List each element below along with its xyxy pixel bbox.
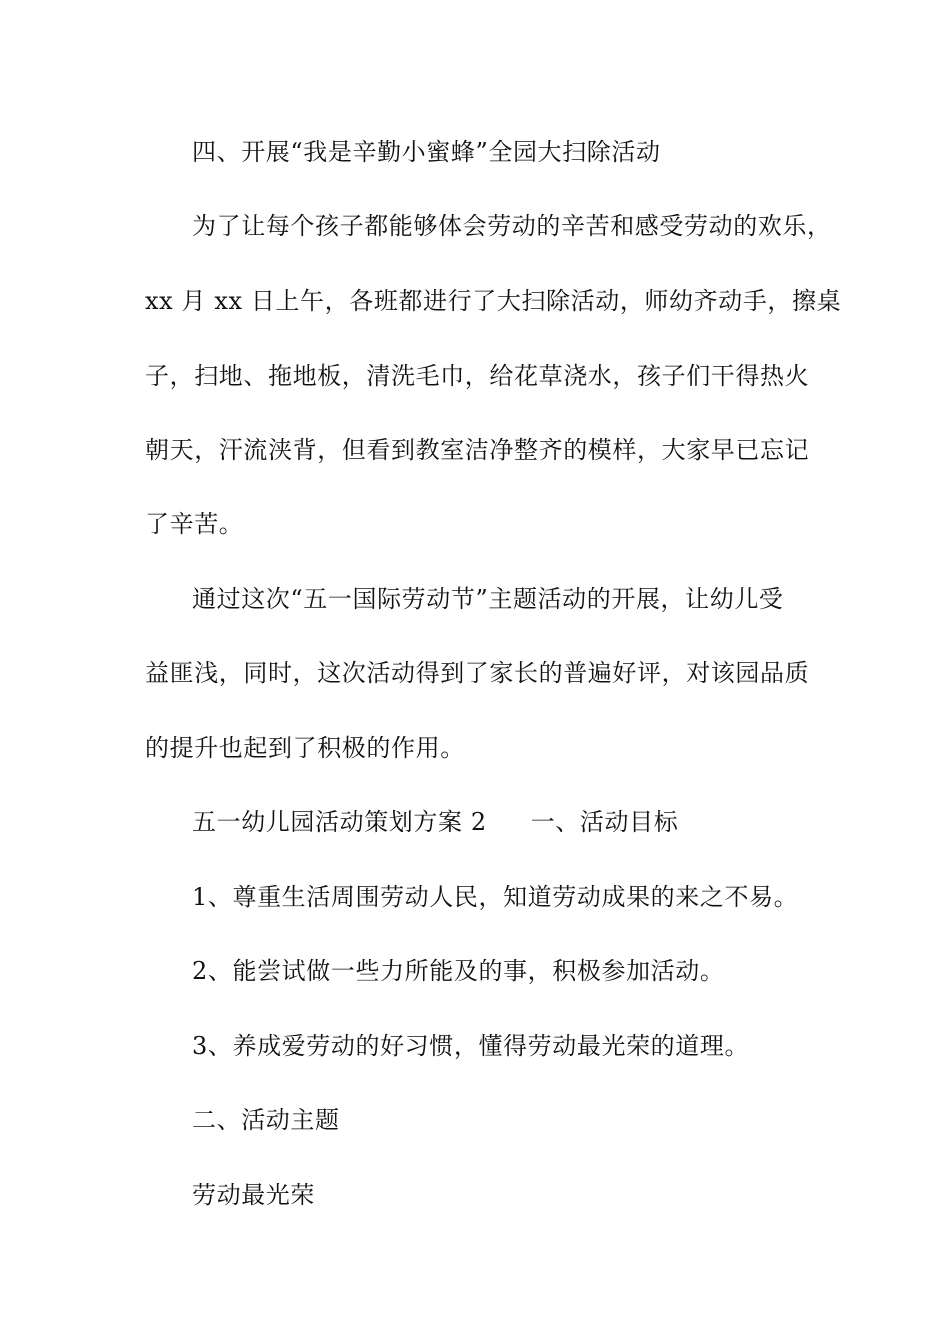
goal-item: 1、尊重生活周围劳动人民，知道劳动成果的来之不易。 [192, 883, 799, 911]
plan-title-line [192, 806, 892, 838]
theme-heading: 二、活动主题 [192, 1106, 340, 1134]
paragraph-line: 了辛苦。 [145, 510, 244, 538]
plan-title: 五一幼儿园活动策划方案 2 [192, 808, 487, 836]
paragraph-line: xx 月 xx 日上午，各班都进行了大扫除活动，师幼齐动手，擦桌 [145, 287, 842, 315]
section-heading: 四、开展“我是辛勤小蜜蜂”全园大扫除活动 [192, 138, 661, 166]
goal-item: 3、养成爱劳动的好习惯，懂得劳动最光荣的道理。 [192, 1032, 750, 1060]
theme-text: 劳动最光荣 [192, 1181, 315, 1209]
goals-heading: 一、活动目标 [530, 808, 679, 836]
paragraph-line: 益匪浅，同时，这次活动得到了家长的普遍好评，对该园品质 [145, 659, 810, 687]
goal-item: 2、能尝试做一些力所能及的事，积极参加活动。 [192, 957, 725, 985]
paragraph-line: 为了让每个孩子都能够体会劳动的辛苦和感受劳动的欢乐， [192, 212, 832, 240]
paragraph-line: 的提升也起到了积极的作用。 [145, 734, 465, 762]
paragraph-line: 子，扫地、拖地板，清洗毛巾，给花草浇水，孩子们干得热火 [145, 362, 810, 390]
paragraph-line: 通过这次“五一国际劳动节”主题活动的开展，让幼儿受 [192, 585, 784, 613]
paragraph-line: 朝天，汗流浃背，但看到教室洁净整齐的模样，大家早已忘记 [145, 436, 810, 464]
